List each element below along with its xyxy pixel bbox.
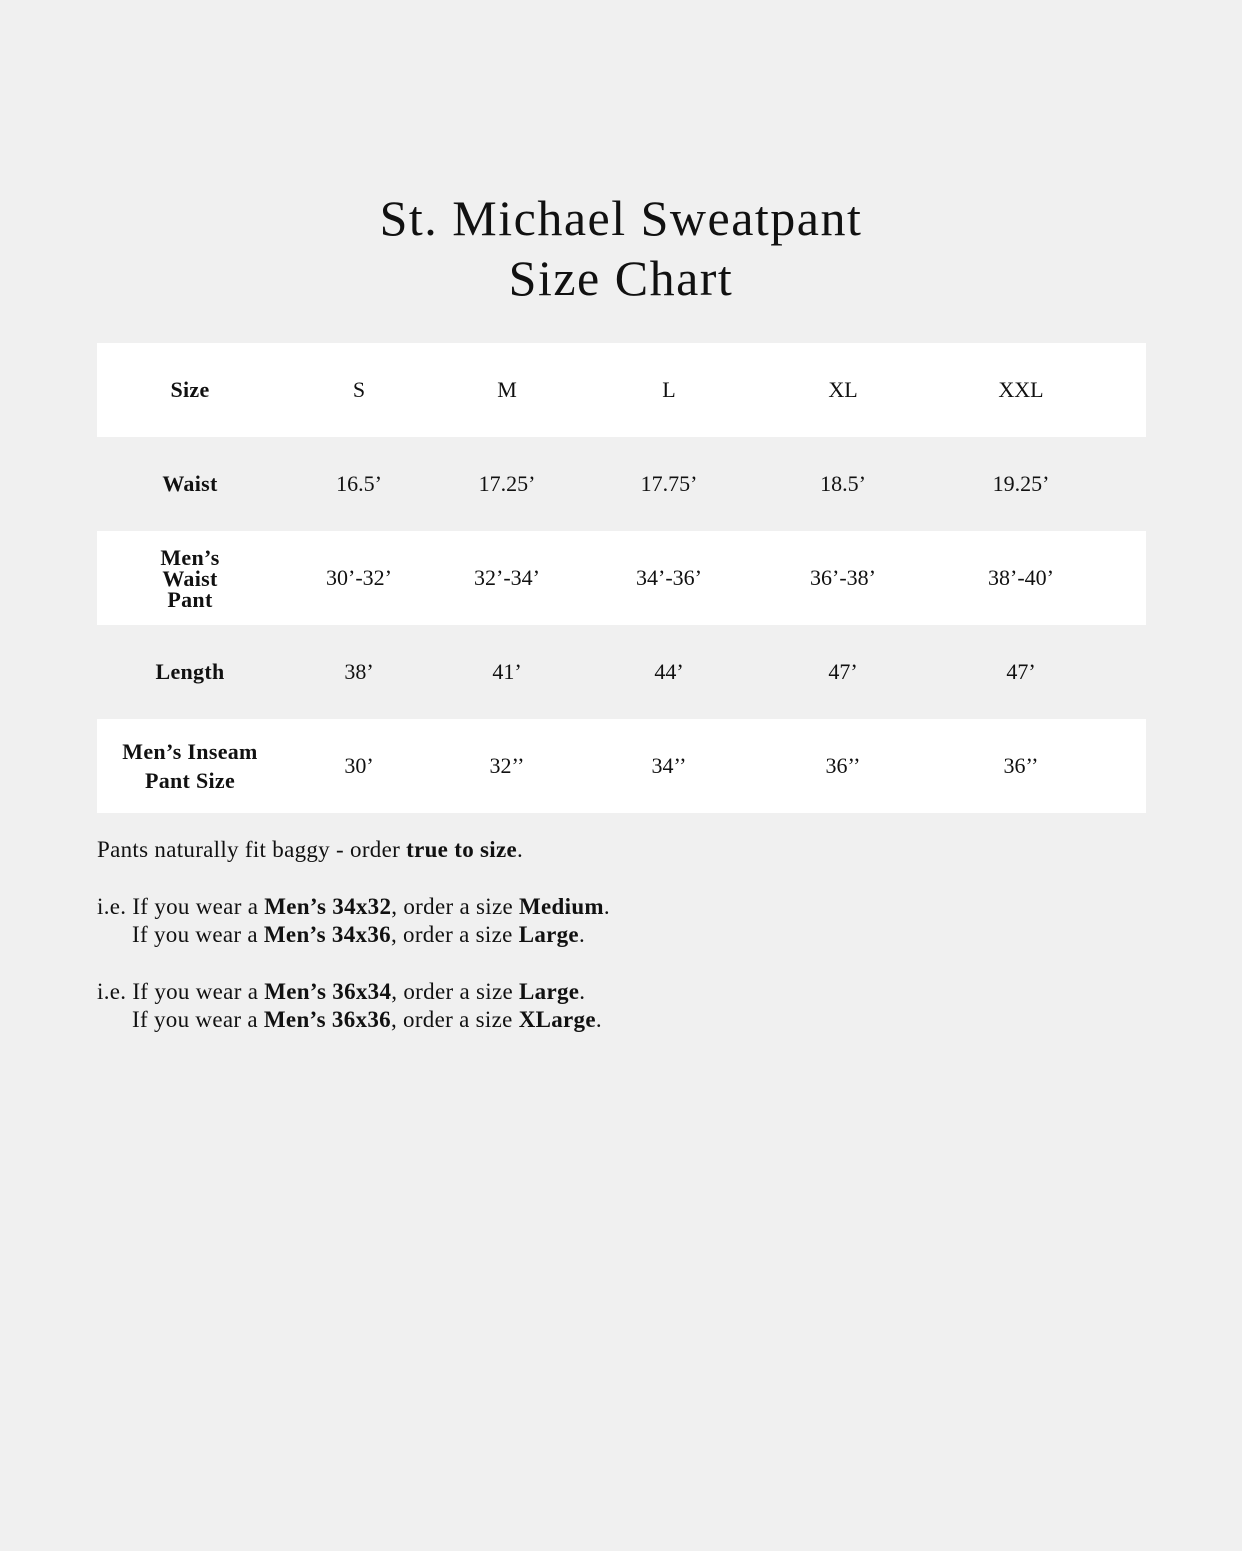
table-cell: 30’-32’ (326, 565, 392, 590)
row-label: Men’s Waist Pant (160, 544, 220, 612)
example-text: . (603, 893, 610, 919)
table-cell: 47’ (1006, 659, 1036, 684)
header-size-s: S (352, 377, 366, 402)
table-row-mens-waist-pant (97, 531, 1146, 625)
header-size-m: M (497, 377, 517, 402)
fit-note-text: Pants naturally fit baggy - order (97, 837, 407, 862)
table-cell: 18.5’ (820, 471, 866, 496)
title-line-2: Size Chart (508, 250, 734, 306)
example-text: If you wear a (132, 1007, 264, 1032)
row-label: Waist (162, 471, 218, 496)
row-label: Men’s Inseam Pant Size (122, 739, 258, 793)
table-cell: 41’ (492, 659, 522, 684)
example-1-line-2 (97, 921, 997, 950)
example-order-size: XLarge (518, 1007, 596, 1032)
table-cell: 17.25’ (478, 471, 536, 496)
header-label: Size (170, 377, 210, 402)
table-cell: 38’-40’ (988, 565, 1054, 590)
fit-note (97, 836, 997, 865)
table-cell: 30’ (344, 753, 374, 778)
table-cell: 32’’ (489, 753, 525, 778)
table-cell: 36’-38’ (810, 565, 876, 590)
table-cell: 38’ (344, 659, 374, 684)
example-text: i.e. If you wear a (97, 893, 265, 919)
header-size-xl: XL (828, 377, 858, 402)
example-text: , order a size (391, 978, 520, 1004)
table-cell: 36’’ (825, 753, 861, 778)
example-text: , order a size (391, 893, 520, 919)
example-mens-size: Men’s 34x36 (263, 922, 391, 947)
example-mens-size: Men’s 36x36 (263, 1007, 391, 1032)
row-label: Length (155, 659, 225, 684)
example-mens-size: Men’s 34x32 (264, 893, 392, 919)
example-text: . (579, 978, 586, 1004)
example-order-size: Large (519, 978, 580, 1004)
fit-note-emphasis: true to size (406, 837, 518, 862)
size-chart-table (97, 343, 1146, 813)
table-cell: 17.75’ (640, 471, 698, 496)
example-text: . (578, 922, 586, 947)
example-text: , order a size (390, 1007, 519, 1032)
table-cell: 47’ (828, 659, 858, 684)
table-cell: 44’ (654, 659, 684, 684)
table-row-waist (97, 437, 1146, 531)
header-size-xxl: XXL (998, 377, 1044, 402)
fit-notes (97, 836, 997, 1035)
example-order-size: Medium (519, 893, 604, 919)
table-cell: 36’’ (1003, 753, 1039, 778)
table-cell: 16.5’ (336, 471, 382, 496)
example-text: i.e. If you wear a (97, 978, 265, 1004)
fit-note-end: . (517, 837, 524, 862)
example-text: If you wear a (132, 922, 264, 947)
table-cell: 34’-36’ (636, 565, 702, 590)
table-cell: 19.25’ (992, 471, 1050, 496)
table-cell: 34’’ (651, 753, 687, 778)
example-mens-size: Men’s 36x34 (264, 978, 392, 1004)
example-2-line-2 (97, 1006, 997, 1035)
example-text: , order a size (390, 922, 519, 947)
example-order-size: Large (518, 922, 579, 947)
table-row-mens-inseam (97, 719, 1146, 813)
title-line-1: St. Michael Sweatpant (379, 190, 863, 246)
table-row-length (97, 625, 1146, 719)
example-2-line-1 (97, 978, 997, 1007)
example-text: . (595, 1007, 602, 1032)
page-title (0, 188, 1242, 308)
table-cell: 32’-34’ (474, 565, 540, 590)
table-header-row (97, 343, 1146, 437)
example-1-line-1 (97, 893, 997, 922)
header-size-l: L (662, 377, 676, 402)
